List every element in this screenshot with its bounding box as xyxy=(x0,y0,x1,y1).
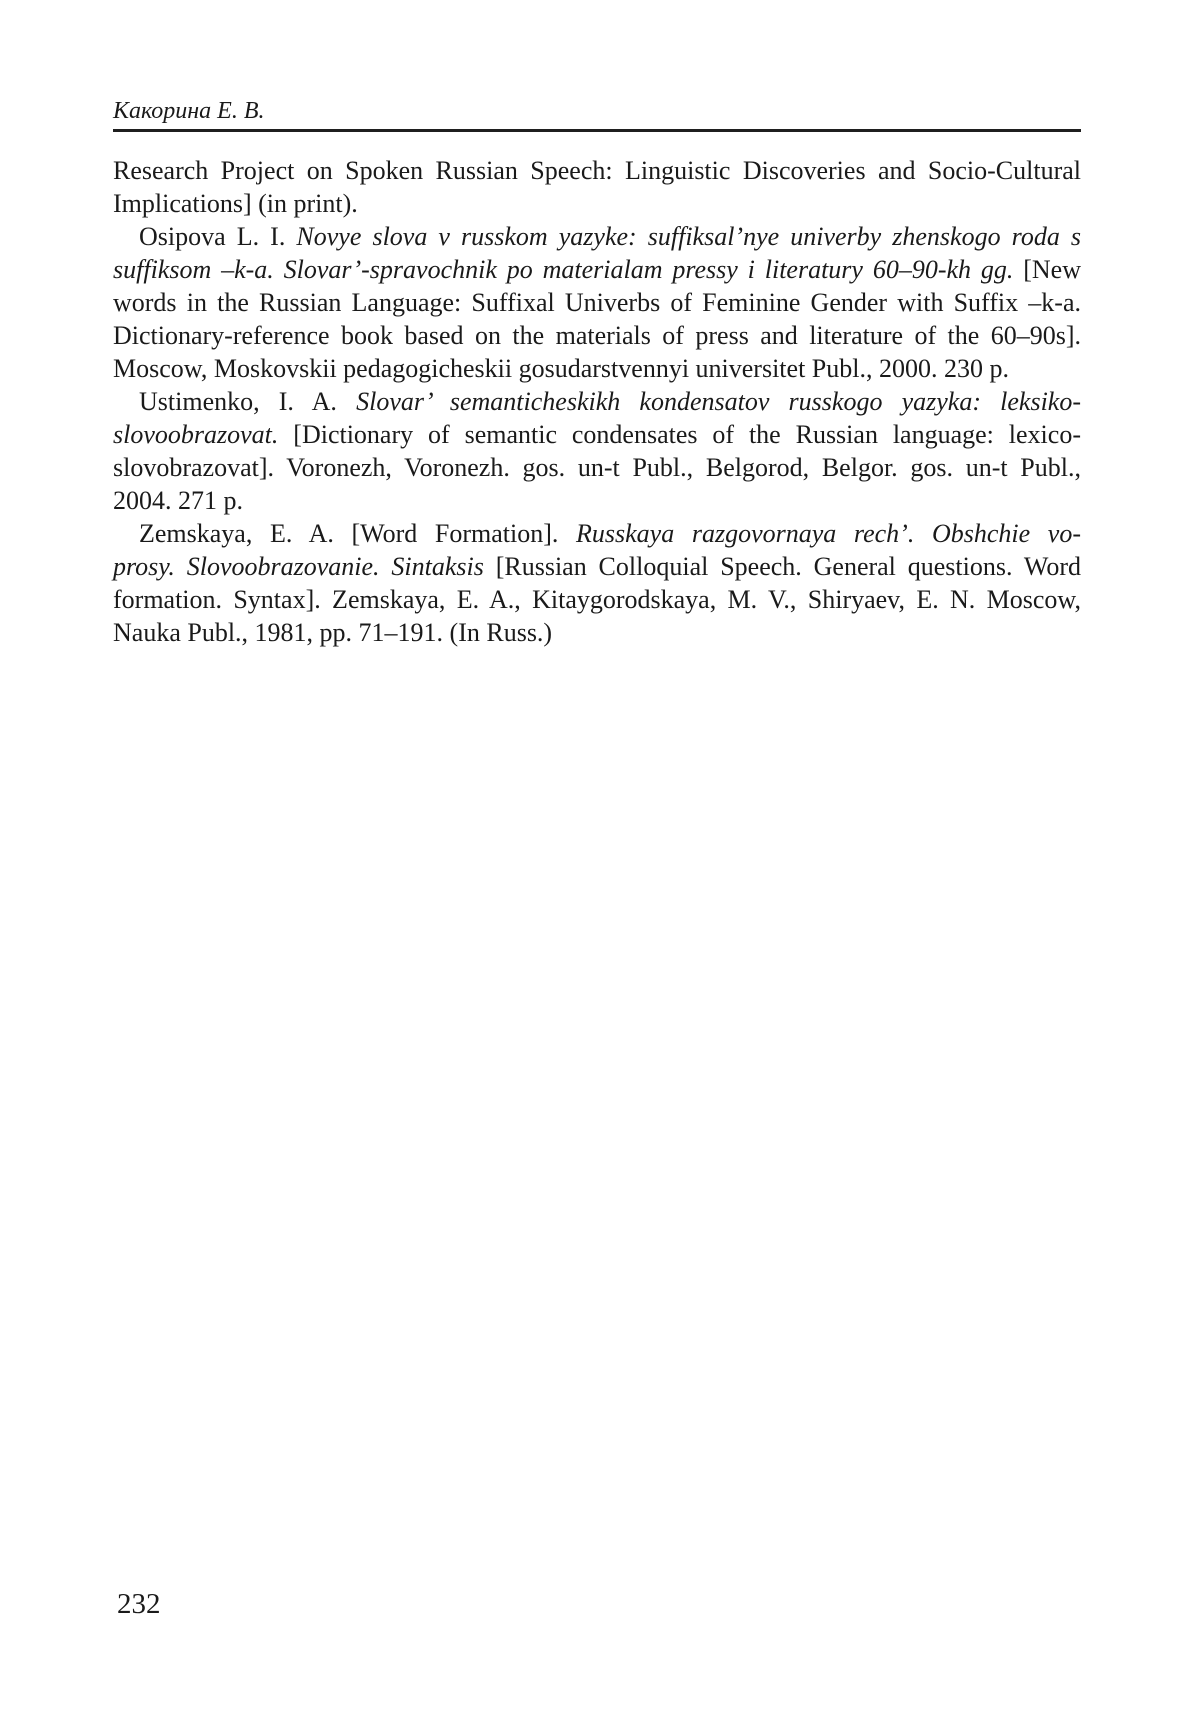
page-number: 232 xyxy=(117,1588,161,1620)
text-segment: Nauka Publ., 1981, pp. 71–191. (In Russ.) xyxy=(113,618,553,647)
header-rule xyxy=(113,129,1081,132)
text-segment: 2004. 271 p. xyxy=(113,486,243,515)
italic-title-segment: suffiksom –k-a. Slovar’-spravochnik po materialam pressy i literatury 60–90-kh gg. xyxy=(113,255,1024,284)
reference-line xyxy=(113,385,1081,418)
reference-line xyxy=(113,550,1081,583)
text-segment: Dictionary-reference book based on the materials of press and literature of the 60–90s]. xyxy=(113,321,1081,350)
text-segment: words in the Russian Language: Suffixal Univerbs of Feminine Gender with Suffix –k-a. xyxy=(113,288,1081,317)
italic-title-segment: slovoobrazovat. xyxy=(113,420,294,449)
reference-line xyxy=(113,253,1081,286)
italic-title-segment: Novye slova v russkom yazyke: suffiksal’nye univerby zhenskogo roda s xyxy=(296,222,1082,251)
text-segment: [Russian Colloquial Speech. General questions. Word xyxy=(495,552,1081,581)
text-segment: Zemskaya, E. A. [Word Formation]. xyxy=(139,519,577,548)
text-segment: formation. Syntax]. Zemskaya, E. A., Kitaygorodskaya, M. V., Shiryaev, E. N. Moscow, xyxy=(113,585,1081,614)
reference-line xyxy=(113,418,1081,451)
text-segment: slovobrazovat]. Voronezh, Voronezh. gos. un-t Publ., Belgorod, Belgor. gos. un-t Publ., xyxy=(113,453,1081,482)
text-segment: Implications] (in print). xyxy=(113,189,358,218)
reference-line xyxy=(113,484,1081,517)
text-segment: [Dictionary of semantic condensates of the Russian language: lexico- xyxy=(293,420,1081,449)
reference-line xyxy=(113,352,1081,385)
running-head: Какорина Е. В. xyxy=(113,98,265,124)
reference-line xyxy=(113,187,1081,220)
text-segment: [New xyxy=(1023,255,1081,284)
reference-line xyxy=(113,154,1081,187)
text-segment: Research Project on Spoken Russian Speech: Linguistic Discoveries and Socio-Cultural xyxy=(113,156,1081,185)
reference-line xyxy=(113,517,1081,550)
reference-line xyxy=(113,451,1081,484)
text-segment: Moscow, Moskovskii pedagogicheskii gosudarstvennyi universitet Publ., 2000. 230 p. xyxy=(113,354,1009,383)
italic-title-segment: Russkaya razgovornaya rech’. Obshchie vo- xyxy=(576,519,1081,548)
reference-line xyxy=(113,319,1081,352)
text-segment: Osipova L. I. xyxy=(139,222,297,251)
italic-title-segment: Slovar’ semanticheskikh kondensatov russkogo yazyka: leksiko- xyxy=(356,387,1081,416)
reference-line xyxy=(113,286,1081,319)
italic-title-segment: prosy. Slovoobrazovanie. Sintaksis xyxy=(113,552,496,581)
references-body xyxy=(113,154,1081,649)
reference-line xyxy=(113,583,1081,616)
reference-line xyxy=(113,616,1081,649)
text-segment: Ustimenko, I. A. xyxy=(139,387,357,416)
reference-line xyxy=(113,220,1081,253)
